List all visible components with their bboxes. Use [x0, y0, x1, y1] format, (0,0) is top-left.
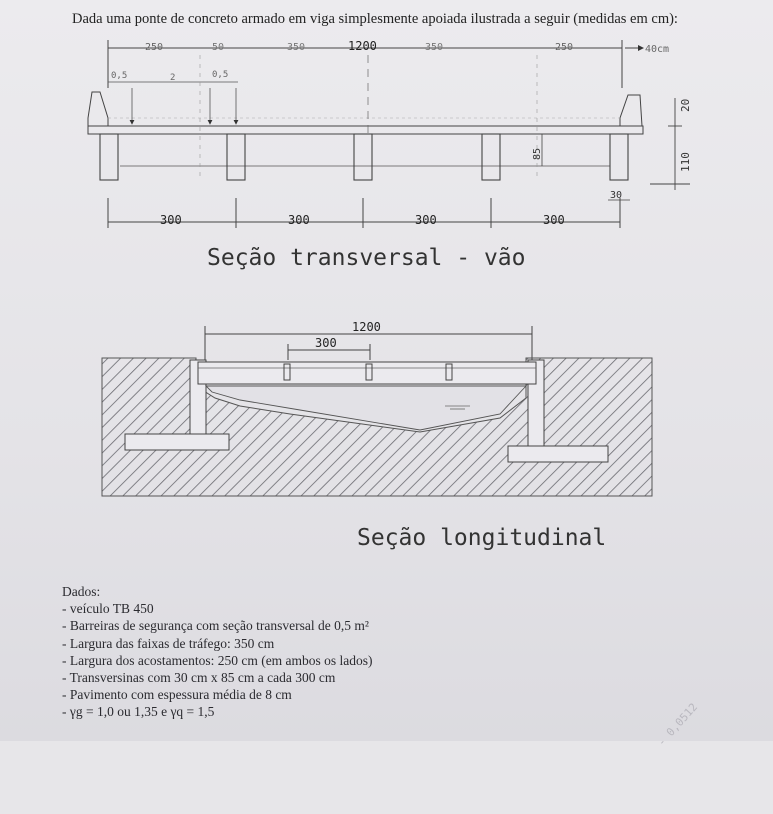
cross-section-title: Seção transversal - vão — [207, 245, 526, 271]
data-item-pavement: - Pavimento com espessura média de 8 cm — [62, 687, 292, 703]
data-item-vehicle: - veículo TB 450 — [62, 601, 154, 617]
data-item-load-factors: - γg = 1,0 ou 1,35 e γq = 1,5 — [62, 704, 215, 720]
dim-small-2: 2 — [170, 73, 176, 83]
long-span-1200: 1200 — [352, 320, 381, 334]
dim-bottom-300-2: 300 — [288, 213, 310, 227]
dim-bottom-300-3: 300 — [415, 213, 437, 227]
cross-section-drawing — [0, 0, 773, 300]
longitudinal-section-title: Seção longitudinal — [357, 525, 607, 551]
data-item-shoulder-width: - Largura dos acostamentos: 250 cm (em ambos os lados) — [62, 652, 373, 668]
dim-top-350-left: 350 — [287, 42, 306, 53]
data-list — [62, 583, 582, 721]
longitudinal-section-drawing — [0, 300, 773, 560]
dim-top-1200: 1200 — [348, 39, 377, 53]
problem-statement: Dada uma ponte de concreto armado em viga simplesmente apoiada ilustrada a seguir (medidas em cm): — [72, 11, 678, 27]
data-item-lane-width: - Largura das faixas de tráfego: 350 cm — [62, 635, 275, 651]
dim-girder-85: 85 — [532, 147, 543, 160]
data-heading: Dados: — [62, 584, 101, 599]
data-item-cross-beams: - Transversinas com 30 cm x 85 cm a cada 300 cm — [62, 670, 336, 686]
margin-note: - 0,0512 — [655, 700, 701, 749]
dim-right-110: 110 — [679, 152, 692, 172]
dim-small-05-right: 0,5 — [212, 70, 229, 80]
dim-top-350-right: 350 — [425, 42, 444, 53]
dim-small-05-left: 0,5 — [111, 71, 128, 81]
long-spacing-300: 300 — [315, 336, 337, 350]
dim-bottom-300-4: 300 — [543, 213, 565, 227]
dim-top-250-left: 250 — [145, 42, 164, 53]
dim-bottom-300-1: 300 — [160, 213, 182, 227]
dim-girder-30: 30 — [610, 190, 623, 201]
dim-right-20: 20 — [679, 98, 692, 112]
data-item-barriers: - Barreiras de segurança com seção transversal de 0,5 m² — [62, 618, 369, 634]
dim-top-40cm: 40cm — [645, 44, 670, 55]
dim-top-50: 50 — [212, 42, 225, 53]
dim-top-250-right: 250 — [555, 42, 574, 53]
